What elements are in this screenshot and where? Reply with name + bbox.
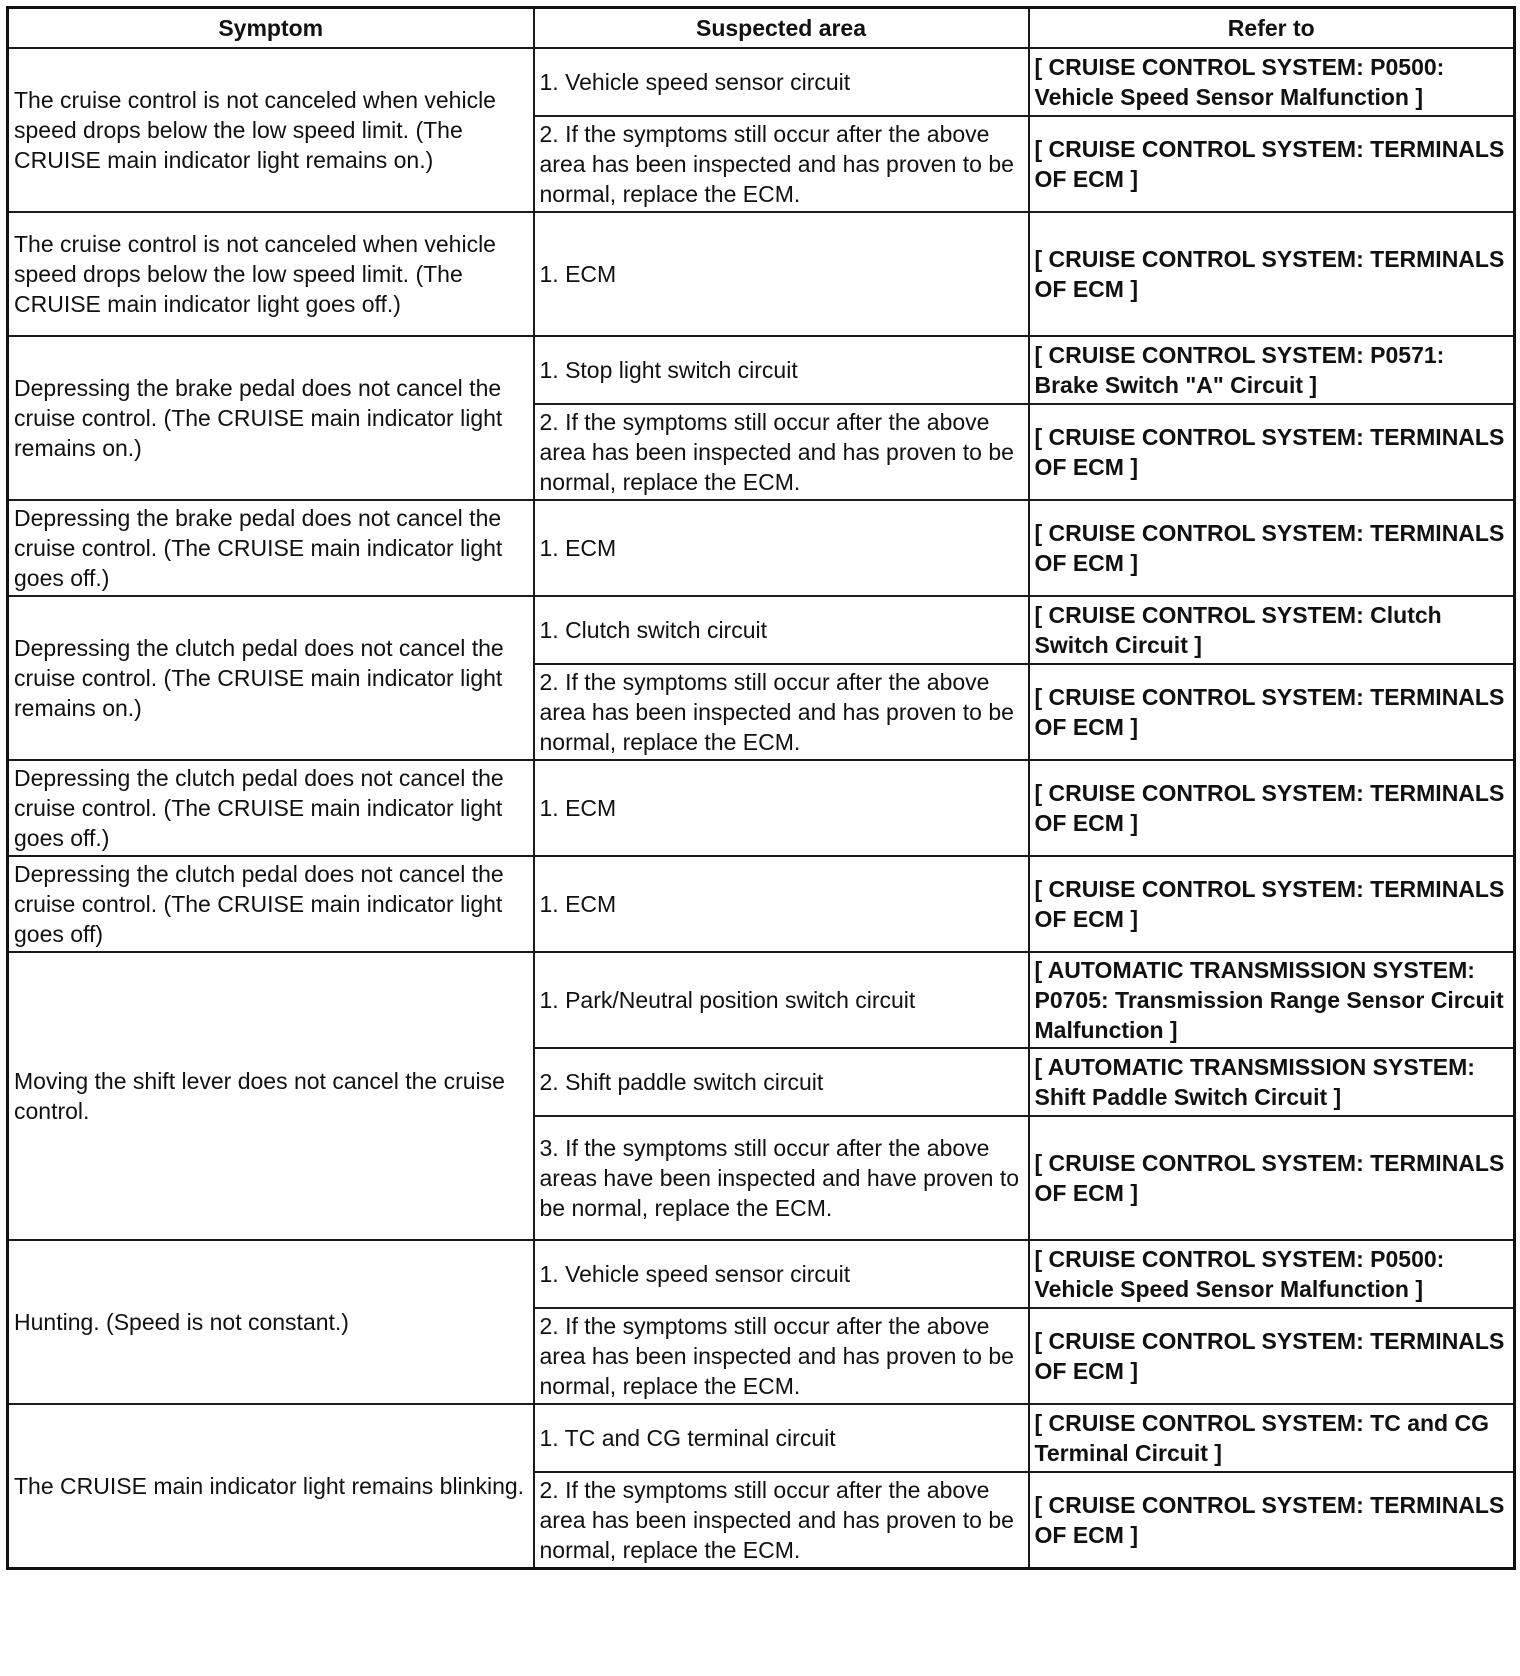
table-row	[8, 48, 1515, 116]
refer-to-cell: [ CRUISE CONTROL SYSTEM: TERMINALS OF ECM ]	[1029, 760, 1515, 856]
symptom-cell: Moving the shift lever does not cancel the cruise control.	[8, 952, 534, 1240]
refer-to-cell: [ CRUISE CONTROL SYSTEM: TC and CG Terminal Circuit ]	[1029, 1404, 1515, 1472]
suspected-area-cell: 1. Stop light switch circuit	[534, 336, 1029, 404]
table-row	[8, 1240, 1515, 1308]
table-row	[8, 952, 1515, 1048]
refer-to-cell: [ AUTOMATIC TRANSMISSION SYSTEM: Shift Paddle Switch Circuit ]	[1029, 1048, 1515, 1116]
symptom-cell: Depressing the clutch pedal does not cancel the cruise control. (The CRUISE main indicator light goes off)	[8, 856, 534, 952]
symptom-cell: Hunting. (Speed is not constant.)	[8, 1240, 534, 1404]
symptom-cell: Depressing the brake pedal does not cancel the cruise control. (The CRUISE main indicator light goes off.)	[8, 500, 534, 596]
table-row	[8, 760, 1515, 856]
suspected-area-cell: 2. Shift paddle switch circuit	[534, 1048, 1029, 1116]
suspected-area-cell: 2. If the symptoms still occur after the above area has been inspected and has proven to be normal, replace the ECM.	[534, 116, 1029, 212]
symptom-cell: Depressing the clutch pedal does not cancel the cruise control. (The CRUISE main indicator light goes off.)	[8, 760, 534, 856]
symptom-cell: The cruise control is not canceled when vehicle speed drops below the low speed limit. (The CRUISE main indicator light remains on.)	[8, 48, 534, 212]
suspected-area-cell: 1. TC and CG terminal circuit	[534, 1404, 1029, 1472]
suspected-area-cell: 1. Vehicle speed sensor circuit	[534, 48, 1029, 116]
table-row	[8, 856, 1515, 952]
suspected-area-cell: 2. If the symptoms still occur after the above area has been inspected and has proven to be normal, replace the ECM.	[534, 1308, 1029, 1404]
symptom-cell: Depressing the clutch pedal does not cancel the cruise control. (The CRUISE main indicator light remains on.)	[8, 596, 534, 760]
symptom-cell: The cruise control is not canceled when vehicle speed drops below the low speed limit. (The CRUISE main indicator light goes off.)	[8, 212, 534, 336]
refer-to-cell: [ CRUISE CONTROL SYSTEM: TERMINALS OF ECM ]	[1029, 212, 1515, 336]
suspected-area-cell: 2. If the symptoms still occur after the above area has been inspected and has proven to be normal, replace the ECM.	[534, 664, 1029, 760]
header-row	[8, 8, 1515, 49]
table-row	[8, 596, 1515, 664]
refer-to-cell: [ CRUISE CONTROL SYSTEM: P0500: Vehicle Speed Sensor Malfunction ]	[1029, 48, 1515, 116]
table-row	[8, 500, 1515, 596]
page	[6, 6, 1516, 1570]
suspected-area-cell: 1. Vehicle speed sensor circuit	[534, 1240, 1029, 1308]
refer-to-cell: [ CRUISE CONTROL SYSTEM: TERMINALS OF ECM ]	[1029, 116, 1515, 212]
refer-to-cell: [ CRUISE CONTROL SYSTEM: TERMINALS OF ECM ]	[1029, 856, 1515, 952]
refer-to-cell: [ CRUISE CONTROL SYSTEM: TERMINALS OF ECM ]	[1029, 500, 1515, 596]
refer-to-cell: [ AUTOMATIC TRANSMISSION SYSTEM: P0705: Transmission Range Sensor Circuit Malfunction ]	[1029, 952, 1515, 1048]
suspected-area-cell: 1. Park/Neutral position switch circuit	[534, 952, 1029, 1048]
refer-to-cell: [ CRUISE CONTROL SYSTEM: TERMINALS OF ECM ]	[1029, 404, 1515, 500]
suspected-area-cell: 1. ECM	[534, 856, 1029, 952]
refer-to-cell: [ CRUISE CONTROL SYSTEM: P0571: Brake Switch "A" Circuit ]	[1029, 336, 1515, 404]
header-symptom: Symptom	[8, 8, 534, 49]
header-suspected-area: Suspected area	[534, 8, 1029, 49]
refer-to-cell: [ CRUISE CONTROL SYSTEM: P0500: Vehicle Speed Sensor Malfunction ]	[1029, 1240, 1515, 1308]
suspected-area-cell: 1. Clutch switch circuit	[534, 596, 1029, 664]
refer-to-cell: [ CRUISE CONTROL SYSTEM: Clutch Switch Circuit ]	[1029, 596, 1515, 664]
table-row	[8, 212, 1515, 336]
suspected-area-cell: 1. ECM	[534, 760, 1029, 856]
refer-to-cell: [ CRUISE CONTROL SYSTEM: TERMINALS OF ECM ]	[1029, 1472, 1515, 1569]
header-refer-to: Refer to	[1029, 8, 1515, 49]
refer-to-cell: [ CRUISE CONTROL SYSTEM: TERMINALS OF ECM ]	[1029, 664, 1515, 760]
suspected-area-cell: 2. If the symptoms still occur after the above area has been inspected and has proven to be normal, replace the ECM.	[534, 1472, 1029, 1569]
suspected-area-cell: 1. ECM	[534, 212, 1029, 336]
suspected-area-cell: 3. If the symptoms still occur after the above areas have been inspected and have proven to be normal, replace the ECM.	[534, 1116, 1029, 1240]
refer-to-cell: [ CRUISE CONTROL SYSTEM: TERMINALS OF ECM ]	[1029, 1308, 1515, 1404]
symptom-cell: Depressing the brake pedal does not cancel the cruise control. (The CRUISE main indicator light remains on.)	[8, 336, 534, 500]
table-row	[8, 336, 1515, 404]
suspected-area-cell: 1. ECM	[534, 500, 1029, 596]
refer-to-cell: [ CRUISE CONTROL SYSTEM: TERMINALS OF ECM ]	[1029, 1116, 1515, 1240]
symptom-cell: The CRUISE main indicator light remains blinking.	[8, 1404, 534, 1569]
table-row	[8, 1404, 1515, 1472]
suspected-area-cell: 2. If the symptoms still occur after the above area has been inspected and has proven to be normal, replace the ECM.	[534, 404, 1029, 500]
troubleshooting-table	[6, 6, 1516, 1570]
